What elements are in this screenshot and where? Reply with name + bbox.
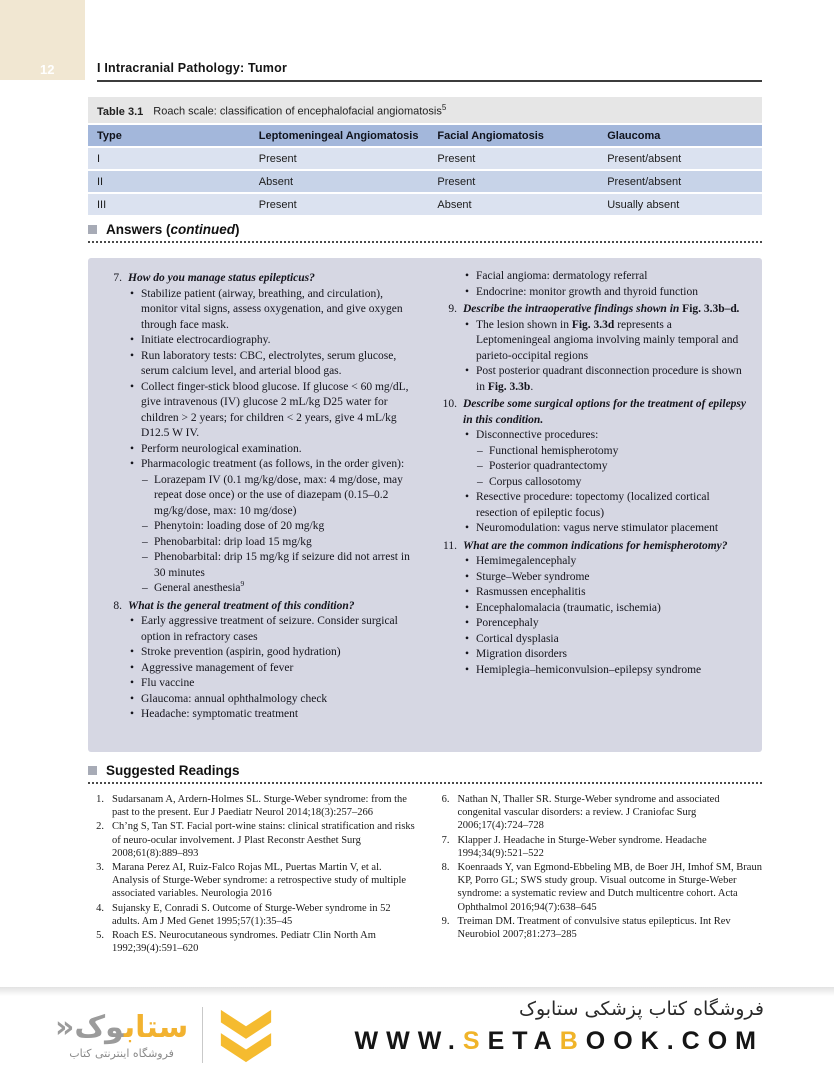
table-row [88, 148, 762, 169]
answer-item: • Facial angioma: dermatology referral [465, 270, 648, 282]
answer-item: • Flu vaccine [130, 677, 195, 689]
table-cell: Present/absent [607, 152, 682, 165]
table-cell: II [97, 175, 104, 188]
footer [0, 996, 834, 1080]
dotted-divider [88, 241, 762, 243]
table-header-row [88, 125, 762, 146]
question-item: 7. How do you manage status epilepticus? [113, 272, 315, 284]
answer-item: – Corpus callosotomy [477, 475, 582, 488]
setabook-wordmark: ستابوک« [55, 1009, 189, 1045]
answer-item: • Sturge–Weber syndrome [465, 570, 590, 583]
table-cell: Present/absent [607, 175, 682, 188]
setabook-logo[interactable] [55, 1004, 275, 1066]
footer-url[interactable]: WWW.SETABOOK.COM [354, 1027, 764, 1055]
answer-item: • Run laboratory tests: CBC, electrolytes, serum glucose, serum calcium level, and arterial blood gas. [130, 349, 397, 377]
footer-shadow-edge [0, 987, 834, 996]
table-caption [88, 97, 762, 123]
answer-item: • Neuromodulation: vagus nerve stimulator placement [465, 522, 719, 534]
dotted-divider [88, 782, 762, 784]
answer-item: • Hemimegalencephaly [465, 555, 577, 567]
readings-section-header [88, 763, 762, 784]
running-head: I Intracranial Pathology: Tumor [97, 61, 288, 75]
table-cell: III [97, 198, 107, 211]
table-column-header: Leptomeningeal Angiomatosis [258, 129, 419, 142]
answer-item: • Headache: symptomatic treatment [130, 708, 299, 720]
table-cell: Present [437, 175, 476, 188]
answer-item: • Collect finger-stick blood glucose. If glucose < 60 mg/dL, give intravenous (IV) glucose 2 mL/kg D25 water for children > 2 years; for children < 2 years, give 4 mL/kg D12.5 W IV. [130, 380, 409, 439]
answer-item: • Hemiplegia–hemiconvulsion–epilepsy syndrome [465, 663, 702, 676]
answer-item: – Posterior quadrantectomy [477, 460, 608, 472]
logo-subtitle: فروشگاه اینترنتی کتاب [69, 1046, 174, 1060]
table-row [88, 194, 762, 215]
answer-item: • Migration disorders [465, 648, 568, 660]
reference-item: 2. Ch’ng S, Tan ST. Facial port-wine stains: clinical stratification and risks of neuro-ocular involvement. J Plast Reconstr Aesthet Surg 2008;61(8):889–893 [96, 821, 415, 859]
question-item: 11. What are the common indications for hemispherotomy? [443, 539, 728, 552]
table-row [88, 171, 762, 192]
readings-column-left [88, 793, 417, 956]
reference-item: 8. Koenraads Y, van Egmond-Ebbeling MB, de Boer JH, Imhof SM, Braun KP, Porro GL; SWS study group. Visual outcome in Sturge-Weber syndrome: a systematic review and Dutch multicentre cohort. Acta Ophthalmol 2016;94(7):638–645 [441, 862, 762, 913]
table-cell: Usually absent [607, 198, 680, 211]
reference-item: 6. Nathan N, Thaller SR. Sturge-Weber syndrome and associated congenital vascular disorders: a review. J Craniofac Surg 2006;17(4):724–728 [441, 794, 720, 832]
answer-item: • Cortical dysplasia [465, 632, 559, 645]
footer-tagline: فروشگاه کتاب پزشکی ستابوک [518, 998, 764, 1020]
table-body [88, 148, 762, 215]
table-cell: Absent [437, 198, 472, 211]
answer-item: • Endocrine: monitor growth and thyroid function [465, 285, 698, 298]
answer-item: – Phenobarbital: drip load 15 mg/kg [142, 535, 312, 548]
table-caption-superscript: 5 [441, 103, 447, 112]
table-column-header: Glaucoma [607, 129, 661, 142]
suggested-readings-list [88, 793, 762, 956]
answer-item: • Stabilize patient (airway, breathing, and circulation), monitor vital signs, assess oxygenation, and give oxygen through face mask. [130, 287, 403, 331]
answer-item: • Disconnective procedures: [465, 429, 599, 441]
answer-item: • Pharmacologic treatment (as follows, in the order given): [130, 458, 405, 470]
section-square-icon [88, 766, 97, 775]
answers-column-right [436, 269, 749, 741]
table-label: Table 3.1 [97, 105, 144, 118]
roach-scale-table [88, 97, 762, 217]
answer-item: – General anesthesia$^9$ [142, 579, 245, 594]
footer-divider [202, 1007, 203, 1063]
table-column-header: Facial Angiomatosis [437, 129, 544, 142]
table-column-header: Type [97, 129, 122, 142]
answer-item: • Stroke prevention (aspirin, good hydration) [130, 646, 341, 658]
setabook-wordmark-block [55, 1011, 188, 1060]
table-cell: Present [258, 198, 297, 211]
answers-box [88, 258, 762, 752]
answers-heading [88, 222, 762, 237]
answer-item: – Phenobarbital: drip 15 mg/kg if seizure did not arrest in 30 minutes [142, 551, 410, 579]
double-chevron-icon [217, 1004, 275, 1066]
answer-item: • Early aggressive treatment of seizure. Consider surgical option in refractory cases [130, 615, 398, 643]
page-corner-block [0, 0, 85, 80]
question-item: 8. What is the general treatment of this condition? [113, 599, 355, 612]
question-item: 9. Describe the intraoperative findings shown in Fig. 3.3b–d. [448, 303, 740, 315]
chevron-glyph: « [55, 1009, 75, 1045]
answer-item: • Glaucoma: annual ophthalmology check [130, 692, 328, 705]
footer-right-text [355, 998, 764, 1056]
readings-heading-text: Suggested Readings [106, 763, 240, 778]
section-square-icon [88, 225, 97, 234]
readings-column-right [434, 793, 763, 956]
page-number: 12 [40, 62, 55, 77]
table-cell: Absent [258, 175, 293, 188]
readings-heading [88, 763, 762, 778]
answer-item: • Rasmussen encephalitis [465, 586, 586, 598]
table-cell: I [97, 152, 101, 165]
answer-item: • Resective procedure: topectomy (localized cortical resection of epileptic focus) [465, 491, 710, 519]
answers-section-header [88, 222, 762, 243]
answers-heading-text: Answers (continued) [106, 222, 240, 237]
answers-column-left [101, 269, 414, 741]
answer-item: • Encephalomalacia (traumatic, ischemia) [465, 601, 661, 614]
reference-item: 5. Roach ES. Neurocutaneous syndromes. Pediatr Clin North Am 1992;39(4):591–620 [96, 930, 376, 955]
answer-item: – Lorazepam IV (0.1 mg/kg/dose, max: 4 mg/dose, may repeat dose once) or the use of diazepam (0.15–0.2 mg/kg/dose, max: 10 mg/dose) [142, 473, 403, 517]
reference-item: 7. Klapper J. Headache in Sturge-Weber syndrome. Headache 1994;34(9):521–522 [441, 834, 707, 859]
table-cell: Present [258, 152, 297, 165]
answer-item: • The lesion shown in Fig. 3.3d represents a Leptomeningeal angioma involving mainly temporal and parieto-occipital regions [465, 318, 739, 362]
answer-item: • Initiate electrocardiography. [130, 334, 271, 346]
reference-item: 1. Sudarsanam A, Ardern-Holmes SL. Sturge-Weber syndrome: from the past to the present. Eur J Paediatr Neurol 2014;18(3):257–266 [96, 794, 407, 819]
answer-item: • Porencephaly [465, 617, 539, 629]
answer-item: • Perform neurological examination. [130, 442, 302, 455]
question-item: 10. Describe some surgical options for the treatment of epilepsy in this condition. [442, 398, 747, 426]
answer-item: – Phenytoin: loading dose of 20 mg/kg [142, 520, 325, 532]
header-rule [97, 80, 762, 82]
reference-item: 9. Treiman DM. Treatment of convulsive status epilepticus. Int Rev Neurobiol 2007;81:273–285 [441, 915, 731, 941]
reference-item: 4. Sujansky E, Conradi S. Outcome of Sturge-Weber syndrome in 52 adults. Am J Med Genet 1995;57(1):35–45 [96, 902, 391, 927]
table-cell: Present [437, 152, 476, 165]
answer-item: – Functional hemispherotomy [477, 444, 619, 457]
reference-item: 3. Marana Perez AI, Ruiz-Falco Rojas ML, Puertas Martin V, et al. Analysis of Sturge-Weber syndrome: a retrospective study of multiple associated variables. Neurologia 2016 [96, 862, 407, 900]
table-caption-text: Roach scale: classification of encephalofacial angiomatosis [153, 105, 442, 118]
answer-item: • Post posterior quadrant disconnection procedure is shown in Fig. 3.3b. [465, 365, 742, 393]
answer-item: • Aggressive management of fever [130, 661, 294, 674]
